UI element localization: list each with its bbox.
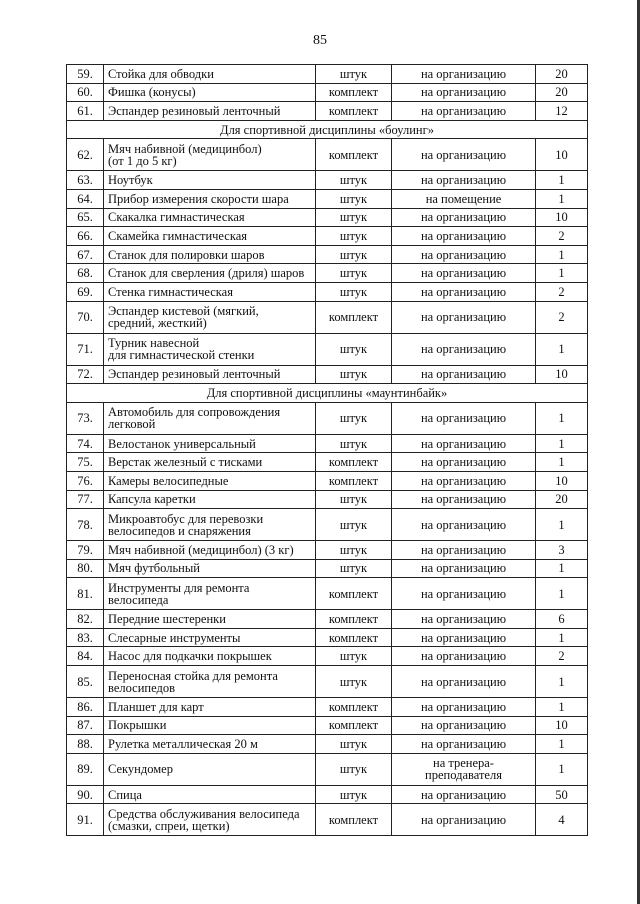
- norm-cell: на организацию: [392, 208, 536, 227]
- table-row: [67, 453, 588, 472]
- quantity-cell: 1: [536, 666, 588, 698]
- table-row: [67, 227, 588, 246]
- unit-cell: штук: [316, 559, 392, 578]
- norm-cell: на организацию: [392, 333, 536, 365]
- norm-cell: на организацию: [392, 83, 536, 102]
- quantity-cell: 1: [536, 434, 588, 453]
- row-number: 71.: [67, 333, 104, 365]
- table-row: [67, 171, 588, 190]
- unit-cell: комплект: [316, 804, 392, 836]
- unit-cell: штук: [316, 227, 392, 246]
- row-number: 78.: [67, 509, 104, 541]
- row-number: 69.: [67, 282, 104, 301]
- quantity-cell: 50: [536, 785, 588, 804]
- quantity-cell: 1: [536, 735, 588, 754]
- item-name: Прибор измерения скорости шара: [104, 189, 316, 208]
- item-name: Передние шестеренки: [104, 610, 316, 629]
- row-number: 79.: [67, 541, 104, 560]
- item-name: Скакалка гимнастическая: [104, 208, 316, 227]
- item-name: Турник навесной для гимнастической стенки: [104, 333, 316, 365]
- norm-cell: на организацию: [392, 698, 536, 717]
- quantity-cell: 2: [536, 301, 588, 333]
- table-row: [67, 804, 588, 836]
- quantity-cell: 20: [536, 490, 588, 509]
- table-row: [67, 490, 588, 509]
- norm-cell: на организацию: [392, 301, 536, 333]
- item-name: Фишка (конусы): [104, 83, 316, 102]
- norm-cell: на организацию: [392, 264, 536, 283]
- norm-cell: на организацию: [392, 402, 536, 434]
- quantity-cell: 1: [536, 245, 588, 264]
- row-number: 83.: [67, 628, 104, 647]
- row-number: 85.: [67, 666, 104, 698]
- unit-cell: комплект: [316, 453, 392, 472]
- table-row: [67, 301, 588, 333]
- unit-cell: штук: [316, 402, 392, 434]
- table-row: [67, 647, 588, 666]
- item-name: Переносная стойка для ремонта велосипедов: [104, 666, 316, 698]
- row-number: 59.: [67, 65, 104, 84]
- table-row: [67, 716, 588, 735]
- row-number: 70.: [67, 301, 104, 333]
- quantity-cell: 20: [536, 65, 588, 84]
- norm-cell: на организацию: [392, 453, 536, 472]
- section-title: Для спортивной дисциплины «боулинг»: [67, 120, 588, 139]
- quantity-cell: 1: [536, 333, 588, 365]
- item-name: Стойка для обводки: [104, 65, 316, 84]
- item-name: Мяч футбольный: [104, 559, 316, 578]
- row-number: 73.: [67, 402, 104, 434]
- unit-cell: штук: [316, 245, 392, 264]
- table-row: [67, 434, 588, 453]
- table-row: [67, 264, 588, 283]
- quantity-cell: 1: [536, 189, 588, 208]
- row-number: 80.: [67, 559, 104, 578]
- table-row: [67, 333, 588, 365]
- quantity-cell: 2: [536, 227, 588, 246]
- row-number: 68.: [67, 264, 104, 283]
- item-name: Камеры велосипедные: [104, 471, 316, 490]
- norm-cell: на тренера- преподавателя: [392, 753, 536, 785]
- item-name: Верстак железный с тисками: [104, 453, 316, 472]
- unit-cell: штук: [316, 735, 392, 754]
- table-row: [67, 559, 588, 578]
- item-name: Покрышки: [104, 716, 316, 735]
- quantity-cell: 10: [536, 365, 588, 384]
- quantity-cell: 12: [536, 102, 588, 121]
- table-row: [67, 189, 588, 208]
- quantity-cell: 1: [536, 578, 588, 610]
- unit-cell: штук: [316, 434, 392, 453]
- norm-cell: на организацию: [392, 65, 536, 84]
- quantity-cell: 10: [536, 471, 588, 490]
- quantity-cell: 4: [536, 804, 588, 836]
- norm-cell: на организацию: [392, 735, 536, 754]
- norm-cell: на организацию: [392, 471, 536, 490]
- item-name: Велостанок универсальный: [104, 434, 316, 453]
- quantity-cell: 20: [536, 83, 588, 102]
- table-row: [67, 578, 588, 610]
- table-row: [67, 471, 588, 490]
- quantity-cell: 1: [536, 509, 588, 541]
- norm-cell: на организацию: [392, 171, 536, 190]
- row-number: 60.: [67, 83, 104, 102]
- row-number: 88.: [67, 735, 104, 754]
- norm-cell: на организацию: [392, 541, 536, 560]
- unit-cell: штук: [316, 208, 392, 227]
- norm-cell: на организацию: [392, 804, 536, 836]
- row-number: 77.: [67, 490, 104, 509]
- unit-cell: штук: [316, 785, 392, 804]
- page-number: 85: [313, 33, 327, 48]
- unit-cell: штук: [316, 264, 392, 283]
- table-row: [67, 65, 588, 84]
- row-number: 91.: [67, 804, 104, 836]
- quantity-cell: 2: [536, 647, 588, 666]
- item-name: Секундомер: [104, 753, 316, 785]
- unit-cell: комплект: [316, 83, 392, 102]
- item-name: Насос для подкачки покрышек: [104, 647, 316, 666]
- item-name: Микроавтобус для перевозки велосипедов и снаряжения: [104, 509, 316, 541]
- row-number: 87.: [67, 716, 104, 735]
- norm-cell: на организацию: [392, 245, 536, 264]
- unit-cell: комплект: [316, 610, 392, 629]
- norm-cell: на организацию: [392, 716, 536, 735]
- unit-cell: комплект: [316, 139, 392, 171]
- table-row: [67, 402, 588, 434]
- item-name: Капсула каретки: [104, 490, 316, 509]
- row-number: 90.: [67, 785, 104, 804]
- table-row: [67, 102, 588, 121]
- table-row: [67, 698, 588, 717]
- unit-cell: комплект: [316, 716, 392, 735]
- row-number: 67.: [67, 245, 104, 264]
- unit-cell: штук: [316, 666, 392, 698]
- quantity-cell: 10: [536, 208, 588, 227]
- item-name: Слесарные инструменты: [104, 628, 316, 647]
- norm-cell: на организацию: [392, 610, 536, 629]
- norm-cell: на организацию: [392, 490, 536, 509]
- row-number: 84.: [67, 647, 104, 666]
- section-row: [67, 384, 588, 403]
- quantity-cell: 1: [536, 559, 588, 578]
- table-row: [67, 628, 588, 647]
- item-name: Ноутбук: [104, 171, 316, 190]
- row-number: 86.: [67, 698, 104, 717]
- table-row: [67, 753, 588, 785]
- row-number: 64.: [67, 189, 104, 208]
- unit-cell: штук: [316, 365, 392, 384]
- item-name: Станок для полировки шаров: [104, 245, 316, 264]
- quantity-cell: 1: [536, 698, 588, 717]
- item-name: Инструменты для ремонта велосипеда: [104, 578, 316, 610]
- row-number: 74.: [67, 434, 104, 453]
- unit-cell: комплект: [316, 628, 392, 647]
- table-row: [67, 541, 588, 560]
- norm-cell: на организацию: [392, 139, 536, 171]
- norm-cell: на организацию: [392, 227, 536, 246]
- table-row: [67, 666, 588, 698]
- unit-cell: комплект: [316, 578, 392, 610]
- quantity-cell: 10: [536, 716, 588, 735]
- table-row: [67, 610, 588, 629]
- row-number: 89.: [67, 753, 104, 785]
- quantity-cell: 2: [536, 282, 588, 301]
- table-row: [67, 83, 588, 102]
- row-number: 76.: [67, 471, 104, 490]
- norm-cell: на организацию: [392, 578, 536, 610]
- norm-cell: на организацию: [392, 365, 536, 384]
- table-row: [67, 282, 588, 301]
- item-name: Планшет для карт: [104, 698, 316, 717]
- item-name: Скамейка гимнастическая: [104, 227, 316, 246]
- norm-cell: на организацию: [392, 647, 536, 666]
- equipment-table: [66, 64, 588, 836]
- table-row: [67, 785, 588, 804]
- norm-cell: на организацию: [392, 102, 536, 121]
- quantity-cell: 1: [536, 628, 588, 647]
- table-row: [67, 365, 588, 384]
- section-row: [67, 120, 588, 139]
- unit-cell: штук: [316, 753, 392, 785]
- item-name: Эспандер кистевой (мягкий, средний, жесткий): [104, 301, 316, 333]
- norm-cell: на организацию: [392, 628, 536, 647]
- section-title: Для спортивной дисциплины «маунтинбайк»: [67, 384, 588, 403]
- item-name: Спица: [104, 785, 316, 804]
- item-name: Стенка гимнастическая: [104, 282, 316, 301]
- unit-cell: штук: [316, 490, 392, 509]
- row-number: 81.: [67, 578, 104, 610]
- item-name: Мяч набивной (медицинбол) (от 1 до 5 кг): [104, 139, 316, 171]
- item-name: Автомобиль для сопровождения легковой: [104, 402, 316, 434]
- row-number: 61.: [67, 102, 104, 121]
- item-name: Станок для сверления (дриля) шаров: [104, 264, 316, 283]
- quantity-cell: 1: [536, 171, 588, 190]
- row-number: 72.: [67, 365, 104, 384]
- table-row: [67, 245, 588, 264]
- unit-cell: штук: [316, 171, 392, 190]
- row-number: 65.: [67, 208, 104, 227]
- quantity-cell: 3: [536, 541, 588, 560]
- norm-cell: на организацию: [392, 559, 536, 578]
- quantity-cell: 1: [536, 402, 588, 434]
- unit-cell: штук: [316, 333, 392, 365]
- norm-cell: на помещение: [392, 189, 536, 208]
- row-number: 62.: [67, 139, 104, 171]
- unit-cell: комплект: [316, 698, 392, 717]
- quantity-cell: 10: [536, 139, 588, 171]
- quantity-cell: 1: [536, 453, 588, 472]
- norm-cell: на организацию: [392, 434, 536, 453]
- quantity-cell: 1: [536, 264, 588, 283]
- unit-cell: штук: [316, 647, 392, 666]
- unit-cell: комплект: [316, 471, 392, 490]
- item-name: Эспандер резиновый ленточный: [104, 365, 316, 384]
- equipment-table-body: [67, 65, 588, 836]
- norm-cell: на организацию: [392, 666, 536, 698]
- unit-cell: комплект: [316, 301, 392, 333]
- table-row: [67, 208, 588, 227]
- unit-cell: штук: [316, 282, 392, 301]
- quantity-cell: 1: [536, 753, 588, 785]
- row-number: 75.: [67, 453, 104, 472]
- norm-cell: на организацию: [392, 282, 536, 301]
- item-name: Средства обслуживания велосипеда (смазки, спреи, щетки): [104, 804, 316, 836]
- unit-cell: комплект: [316, 102, 392, 121]
- unit-cell: штук: [316, 509, 392, 541]
- table-row: [67, 509, 588, 541]
- row-number: 82.: [67, 610, 104, 629]
- item-name: Эспандер резиновый ленточный: [104, 102, 316, 121]
- table-row: [67, 735, 588, 754]
- item-name: Рулетка металлическая 20 м: [104, 735, 316, 754]
- quantity-cell: 6: [536, 610, 588, 629]
- norm-cell: на организацию: [392, 785, 536, 804]
- row-number: 63.: [67, 171, 104, 190]
- norm-cell: на организацию: [392, 509, 536, 541]
- unit-cell: штук: [316, 541, 392, 560]
- row-number: 66.: [67, 227, 104, 246]
- table-row: [67, 139, 588, 171]
- item-name: Мяч набивной (медицинбол) (3 кг): [104, 541, 316, 560]
- unit-cell: штук: [316, 65, 392, 84]
- unit-cell: штук: [316, 189, 392, 208]
